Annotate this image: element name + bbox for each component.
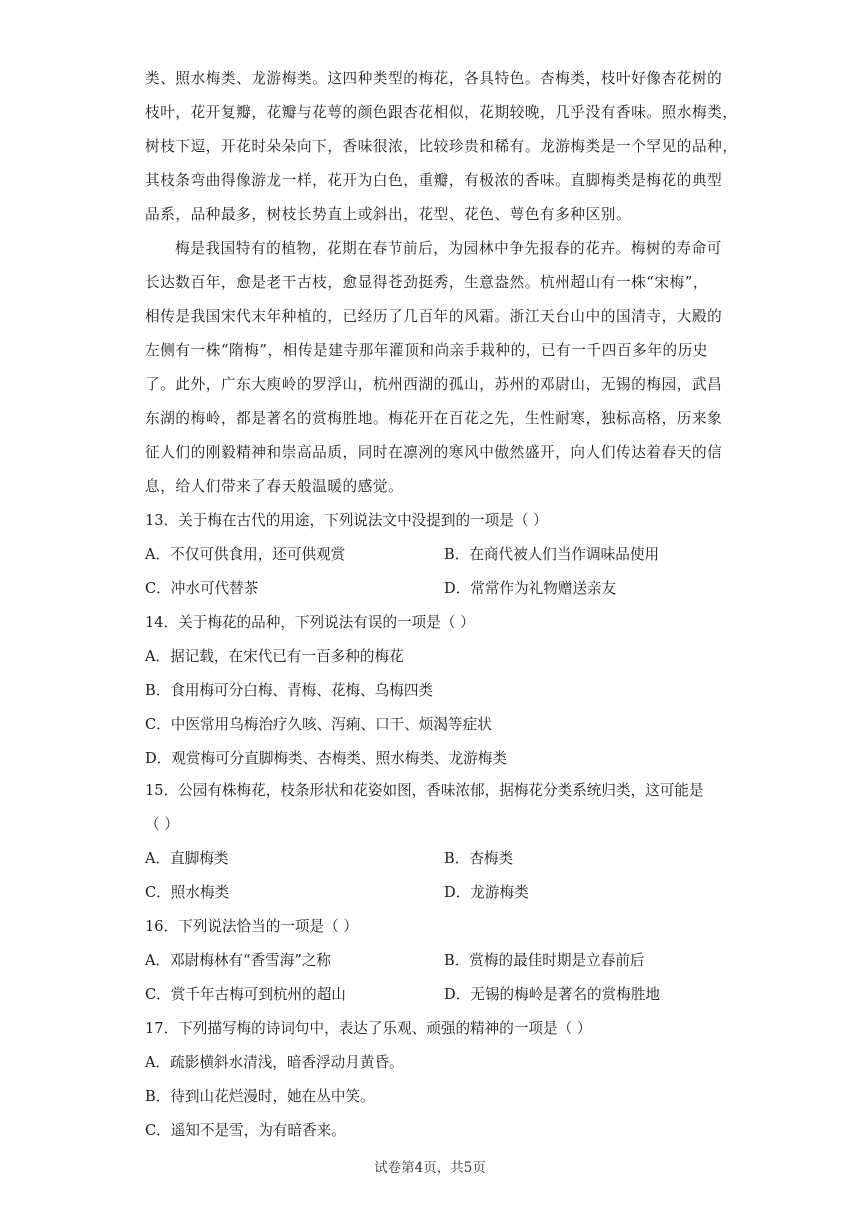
question-15 — [145, 774, 725, 910]
option-c: C．遥知不是雪，为有暗香来。 — [145, 1122, 346, 1139]
option-a: A．据记载，在宋代已有一百多种的梅花 — [145, 648, 404, 665]
option-row — [145, 538, 725, 572]
option-row — [145, 944, 725, 978]
option-b: B．在商代被人们当作调味品使用 — [444, 546, 660, 563]
option-b: B．待到山花烂漫时，她在丛中笑。 — [145, 1088, 375, 1105]
passage-line: 了。此外，广东大庾岭的罗浮山，杭州西湖的孤山，苏州的邓尉山，无锡的梅园，武昌 — [145, 376, 723, 393]
passage-line: 类、照水梅类、龙游梅类。这四种类型的梅花，各具特色。杏梅类，枝叶好像杏花树的 — [145, 70, 723, 87]
option-c: C．中医常用乌梅治疗久咳、泻痢、口干、烦渴等症状 — [145, 716, 492, 733]
passage-line: 梅是我国特有的植物，花期在春节前后，为园林中争先报春的花卉。梅树的寿命可 — [175, 240, 722, 257]
passage-line: 长达数百年，愈是老干古枝，愈显得苍劲挺秀，生意盎然。杭州超山有一株“宋梅”， — [145, 274, 709, 291]
question-17 — [145, 1012, 725, 1148]
option-d: D．常常作为礼物赠送亲友 — [444, 580, 617, 597]
question-14 — [145, 606, 725, 776]
question-13 — [145, 504, 725, 606]
option-a: A．不仅可供食用，还可供观赏 — [145, 546, 346, 563]
option-b: B．赏梅的最佳时期是立春前后 — [444, 952, 645, 969]
passage-line: 枝叶，花开复瓣，花瓣与花萼的颜色跟杏花相似，花期较晚，几乎没有香味。照水梅类， — [145, 104, 738, 121]
question-stem: 17．下列描写梅的诗词句中，表达了乐观、顽强的精神的一项是（ ） — [145, 1020, 592, 1037]
option-a: A．疏影横斜水清浅，暗香浮动月黄昏。 — [145, 1054, 404, 1071]
option-a: A．邓尉梅林有“香雪海”之称 — [145, 952, 331, 969]
option-row — [145, 572, 725, 606]
option-c: C．冲水可代替茶 — [145, 580, 259, 597]
question-stem: 15．公园有株梅花，枝条形状和花姿如图，香味浓郁，据梅花分类系统归类，这可能是 — [145, 782, 704, 799]
passage-line: 品系，品种最多，树枝长势直上或斜出，花型、花色、萼色有多种区别。 — [145, 206, 632, 223]
passage-line: 相传是我国宋代末年种植的，已经历了几百年的风霜。浙江天台山中的国清寺，大殿的 — [145, 308, 723, 325]
passage-line: 征人们的刚毅精神和崇高品质，同时在凛冽的寒风中傲然盛开，向人们传达着春天的信 — [145, 444, 723, 461]
option-d: D．龙游梅类 — [444, 884, 529, 901]
passage-line: 树枝下逗，开花时朵朵向下，香味很浓，比较珍贵和稀有。龙游梅类是一个罕见的品种， — [145, 138, 738, 155]
option-c: C．赏千年古梅可到杭州的超山 — [145, 986, 346, 1003]
reading-passage — [145, 62, 738, 504]
option-c: C．照水梅类 — [145, 884, 230, 901]
question-16 — [145, 910, 725, 1012]
page-footer: 试卷第4页，共5页 — [374, 1160, 486, 1176]
option-row — [145, 842, 725, 876]
question-stem-cont: （ ） — [145, 816, 179, 833]
option-row — [145, 876, 725, 910]
question-stem: 13．关于梅在古代的用途，下列说法文中没提到的一项是（ ） — [145, 512, 548, 529]
option-b: B．杏梅类 — [444, 850, 514, 867]
passage-line: 其枝条弯曲得像游龙一样，花开为白色，重瓣，有极浓的香味。直脚梅类是梅花的典型 — [145, 172, 723, 189]
passage-line: 左侧有一株“隋梅”，相传是建寺那年灌顶和尚亲手栽种的，已有一千四百多年的历史 — [145, 342, 709, 359]
option-d: D．无锡的梅岭是著名的赏梅胜地 — [444, 986, 661, 1003]
question-stem: 14．关于梅花的品种，下列说法有误的一项是（ ） — [145, 614, 475, 631]
option-d: D．观赏梅可分直脚梅类、杏梅类、照水梅类、龙游梅类 — [145, 750, 507, 767]
passage-line: 东湖的梅岭，都是著名的赏梅胜地。梅花开在百花之先，生性耐寒，独标高格，历来象 — [145, 410, 723, 427]
option-b: B．食用梅可分白梅、青梅、花梅、乌梅四类 — [145, 682, 434, 699]
option-row — [145, 978, 725, 1012]
question-stem: 16．下列说法恰当的一项是（ ） — [145, 918, 358, 935]
option-a: A．直脚梅类 — [145, 850, 229, 867]
passage-line: 息，给人们带来了春天般温暖的感觉。 — [145, 478, 404, 495]
